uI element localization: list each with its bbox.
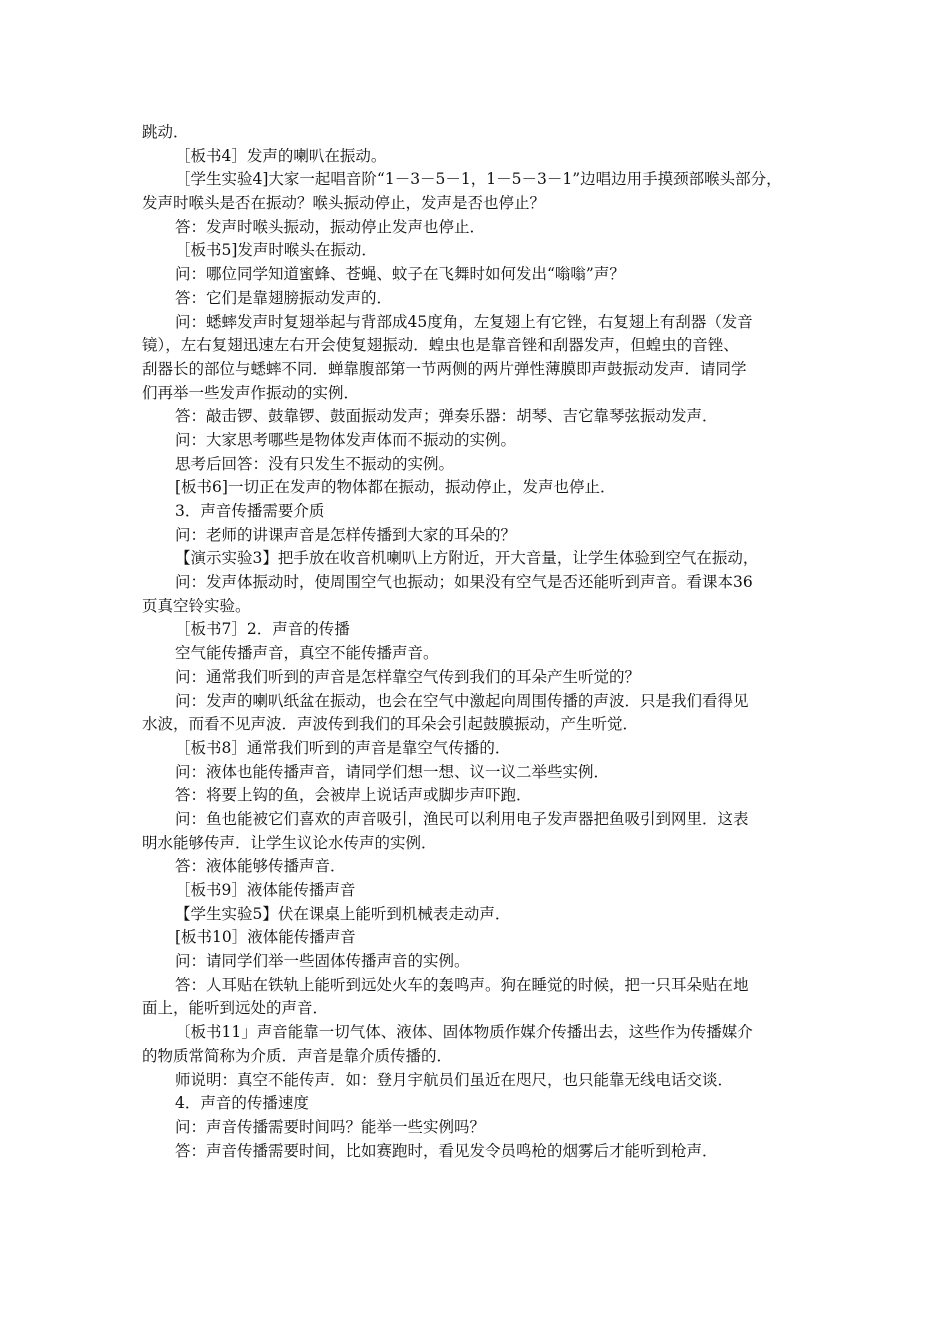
- text-line: 问：哪位同学知道蜜蜂、苍蝇、蚊子在飞舞时如何发出“嗡嗡”声？: [175, 265, 625, 284]
- text-line: 问：发声的喇叭纸盆在振动，也会在空气中激起向周围传播的声波．只是我们看得见: [175, 691, 749, 710]
- text-line: 镜），左右复翅迅速左右开会使复翅振动．蝗虫也是靠音锉和刮器发声，但蝗虫的音锉、: [142, 336, 739, 355]
- text-line: [板书10］液体能传播声音: [175, 928, 356, 947]
- text-line: [板书6]一切正在发声的物体都在振动，振动停止，发声也停止．: [175, 478, 616, 497]
- text-line: 问：蟋蟀发声时复翅举起与背部成45度角，左复翅上有它锉，右复翅上有刮器（发音: [175, 312, 753, 331]
- text-line: 答：它们是靠翅膀振动发声的．: [175, 288, 393, 307]
- text-line: 答：发声时喉头振动，振动停止发声也停止．: [175, 217, 486, 236]
- text-line: ［板书9］液体能传播声音: [175, 881, 356, 899]
- text-line: 问：声音传播需要时间吗？能举一些实例吗？: [175, 1117, 486, 1136]
- text-line: 发声时喉头是否在振动？喉头振动停止，发声是否也停止？: [142, 194, 546, 213]
- text-line: 水波，而看不见声波．声波传到我们的耳朵会引起鼓膜振动，产生听觉．: [142, 715, 639, 734]
- text-line: ［板书5]发声时喉头在振动．: [175, 241, 377, 260]
- text-line: 问：通常我们听到的声音是怎样靠空气传到我们的耳朵产生听觉的？: [175, 667, 641, 686]
- text-line: 空气能传播声音，真空不能传播声音。: [175, 644, 439, 663]
- text-line: 面上，能听到远处的声音．: [142, 999, 329, 1018]
- text-line: 页真空铃实验。: [142, 596, 251, 615]
- text-line: 答：敲击锣、鼓靠锣、鼓面振动发声；弹奏乐器：胡琴、吉它靠琴弦振动发声．: [175, 407, 718, 426]
- text-line: 问：老师的讲课声音是怎样传播到大家的耳朵的？: [175, 525, 517, 544]
- text-line: 问：液体也能传播声音，请同学们想一想、议一议二举些实例．: [175, 762, 610, 781]
- text-line: 【演示实验3】把手放在收音机喇叭上方附近，开大音量，让学生体验到空气在振动，: [175, 549, 759, 568]
- text-line: 的物质常简称为介质．声音是靠介质传播的．: [142, 1046, 453, 1065]
- text-line: 明水能够传声．让学生议论水传声的实例．: [142, 833, 437, 852]
- text-line: 问：请同学们举一些固体传播声音的实例。: [175, 952, 470, 971]
- text-line: ［学生实验4]大家一起唱音阶“1－3－5－1，1－5－3－1”边唱边用手摸颈部喉头部分，: [175, 170, 782, 189]
- text-line: 4．声音的传播速度: [175, 1094, 309, 1113]
- text-line: 答：人耳贴在铁轨上能听到远处火车的轰鸣声。狗在睡觉的时候，把一只耳朵贴在地: [175, 975, 749, 994]
- text-line: ［板书7］2．声音的传播: [175, 620, 350, 639]
- text-line: 们再举一些发声作振动的实例．: [142, 383, 360, 402]
- document-body: [142, 121, 812, 1163]
- text-line: ［板书4］发声的喇叭在振动。: [175, 146, 387, 165]
- text-line: 问：鱼也能被它们喜欢的声音吸引，渔民可以利用电子发声器把鱼吸引到网里．这表: [175, 809, 749, 828]
- text-line: 问：发声体振动时，使周围空气也振动；如果没有空气是否还能听到声音。看课本36: [175, 573, 753, 592]
- text-line: 师说明：真空不能传声．如：登月宇航员们虽近在咫尺，也只能靠无线电话交谈．: [175, 1070, 734, 1089]
- text-line: 3．声音传播需要介质: [175, 502, 325, 520]
- text-line: 刮器长的部位与蟋蟀不同．蝉靠腹部第一节两侧的两片弹性薄膜即声鼓振动发声．请同学: [142, 359, 747, 378]
- text-line: 〔板书11」声音能靠一切气体、液体、固体物质作媒介传播出去，这些作为传播媒介: [175, 1023, 753, 1042]
- text-line: 【学生实验5】伏在课桌上能听到机械表走动声．: [175, 904, 511, 923]
- text-line: 答：声音传播需要时间，比如赛跑时，看见发令员鸣枪的烟雾后才能听到枪声．: [175, 1141, 718, 1160]
- text-line: ［板书8］通常我们听到的声音是靠空气传播的．: [175, 738, 511, 757]
- text-line: 思考后回答：没有只发生不振动的实例。: [175, 454, 455, 473]
- text-line: 问：大家思考哪些是物体发声体而不振动的实例。: [175, 430, 517, 449]
- text-line: 答：液体能够传播声音．: [175, 857, 346, 876]
- text-line: 跳动．: [142, 123, 189, 141]
- text-line: 答：将要上钩的鱼，会被岸上说话声或脚步声吓跑．: [175, 786, 532, 805]
